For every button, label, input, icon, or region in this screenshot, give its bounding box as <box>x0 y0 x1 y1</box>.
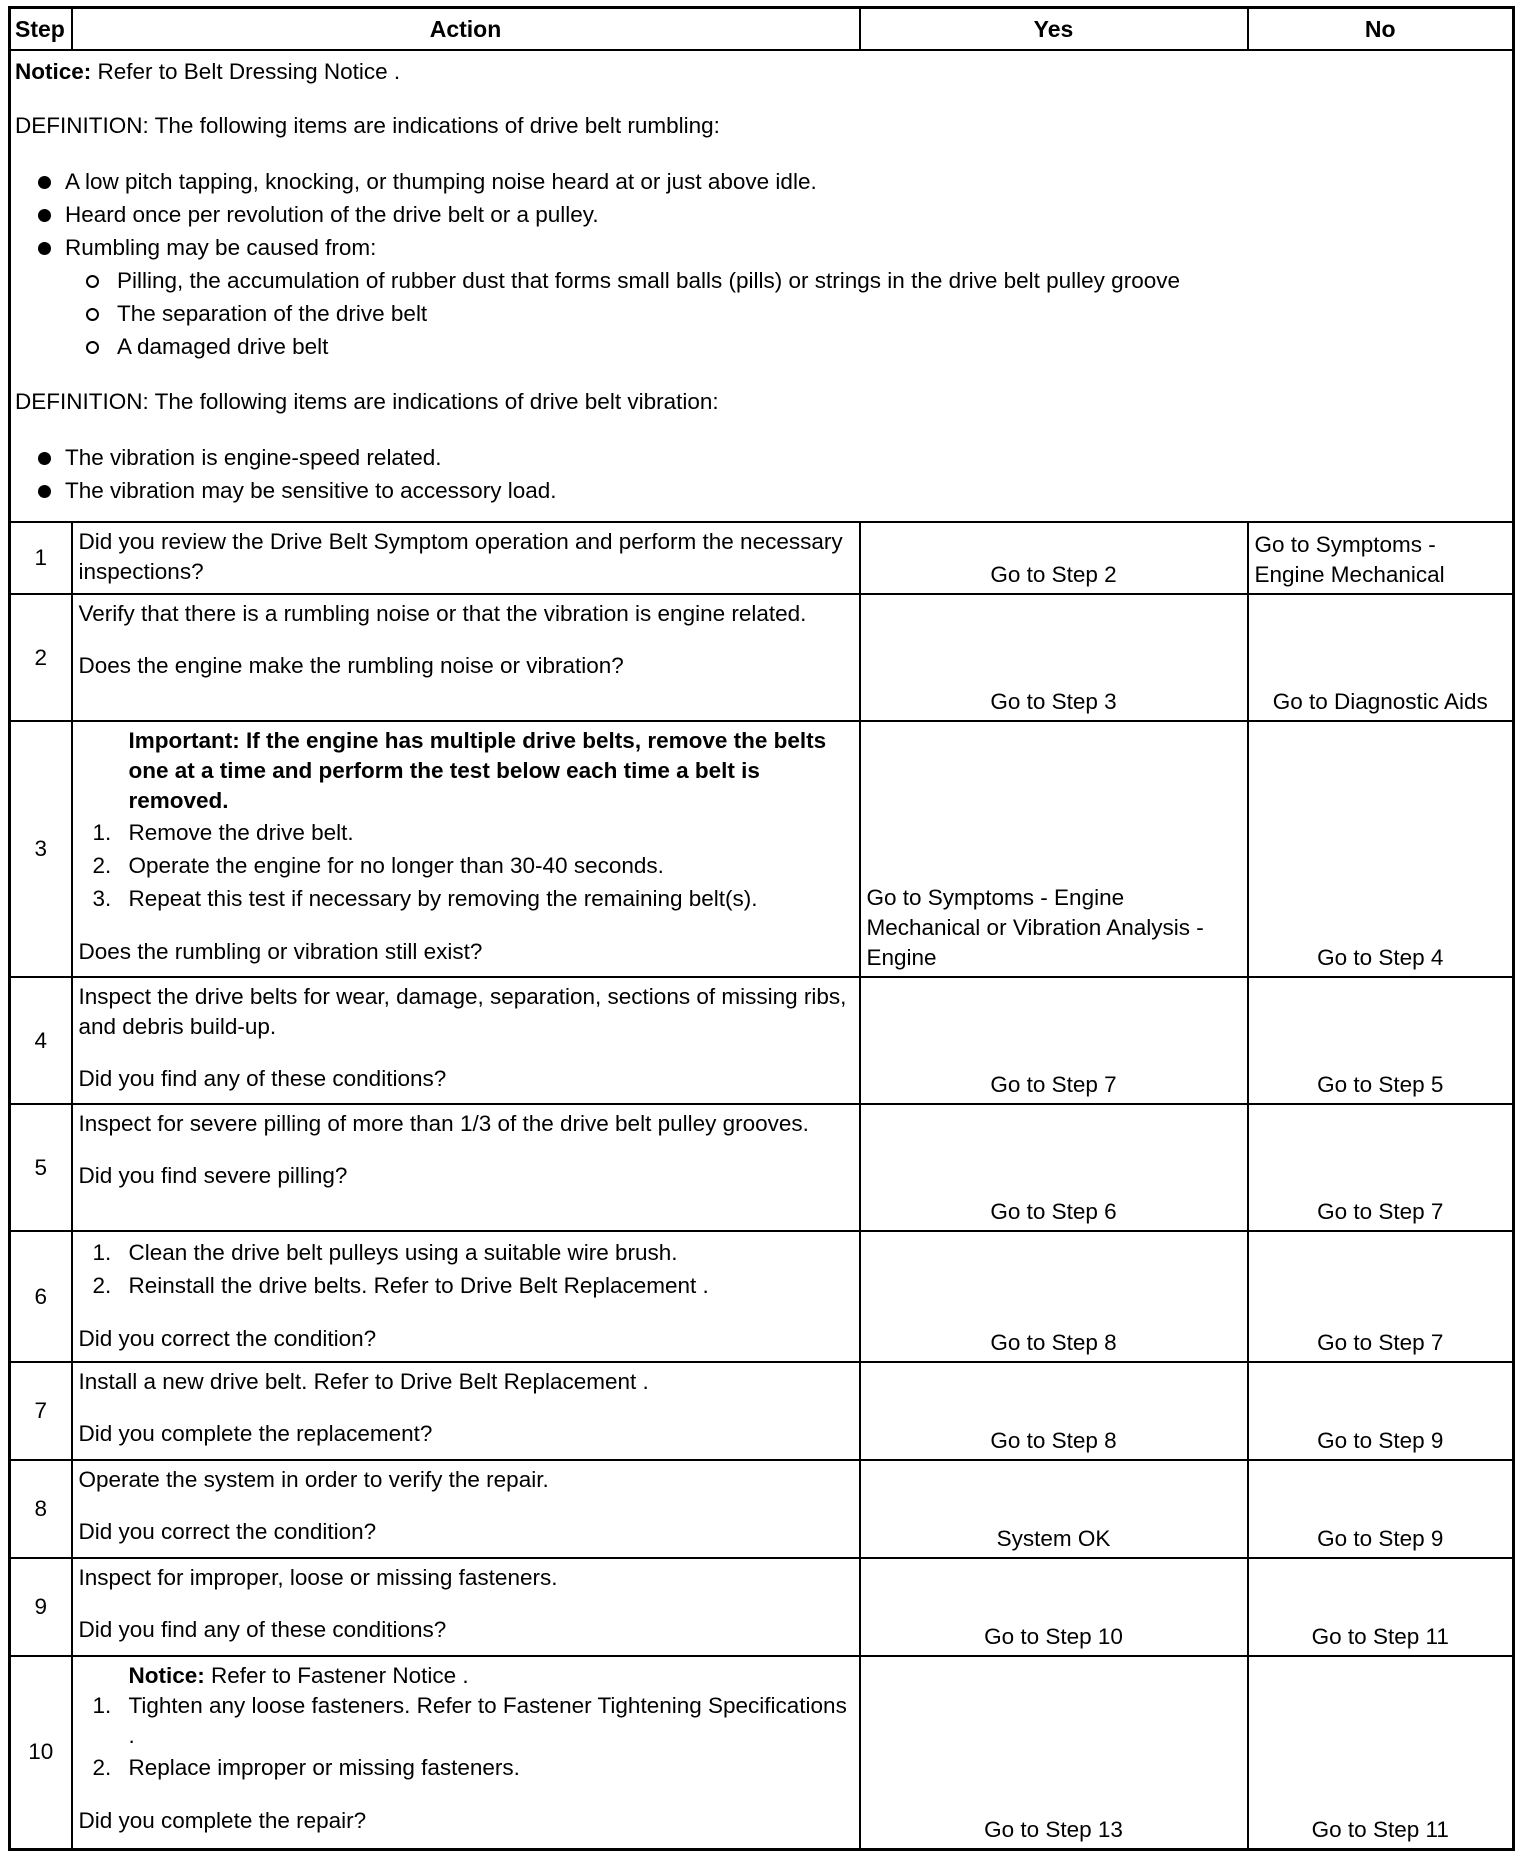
action-text: Inspect for severe pilling of more than 1/3 of the drive belt pulley grooves. <box>78 1111 809 1136</box>
action-text: Inspect for improper, loose or missing fasteners. <box>78 1565 558 1590</box>
step-action <box>72 1656 860 1849</box>
action-text: Verify that there is a rumbling noise or that the vibration is engine related. <box>78 601 807 626</box>
step-action <box>72 1558 860 1656</box>
no-result: Go to Step 4 <box>1248 721 1514 977</box>
step-number: 9 <box>10 1558 72 1656</box>
header-row <box>10 8 1514 51</box>
question-text: Did you find severe pilling? <box>78 1163 348 1188</box>
rumbling-list <box>15 165 1506 363</box>
table-row <box>10 721 1514 977</box>
list-item: 2. Operate the engine for no longer than 30-40 seconds. <box>92 853 664 878</box>
list-item-label: Rumbling may be caused from: <box>65 235 377 260</box>
yes-result: Go to Step 6 <box>860 1104 1248 1231</box>
important-note: Important: If the engine has multiple drive belts, remove the belts one at a time and perform the test below each time a belt is removed. <box>128 728 827 813</box>
list-item: 1. Clean the drive belt pulleys using a suitable wire brush. <box>92 1240 678 1265</box>
diagnostic-page <box>8 6 1512 1851</box>
step-number: 1 <box>10 522 72 594</box>
list-item: 3. Repeat this test if necessary by removing the remaining belt(s). <box>92 886 758 911</box>
fastener-notice <box>79 1661 853 1691</box>
no-result: Go to Step 7 <box>1248 1104 1514 1231</box>
list-item: Pilling, the accumulation of rubber dust that forms small balls (pills) or strings in the drive belt pulley groove <box>85 264 1506 297</box>
list-item: Heard once per revolution of the drive belt or a pulley. <box>37 198 1506 231</box>
question-text: Did you find any of these conditions? <box>78 1617 447 1642</box>
no-result: Go to Diagnostic Aids <box>1248 594 1514 721</box>
table-row <box>10 1656 1514 1849</box>
yes-result: Go to Step 3 <box>860 594 1248 721</box>
step-number: 6 <box>10 1231 72 1362</box>
step-action <box>72 977 860 1104</box>
no-result: Go to Step 5 <box>1248 977 1514 1104</box>
vibration-list <box>15 441 1506 507</box>
notice-label: Notice: <box>15 59 92 84</box>
no-result: Go to Symptoms - Engine Mechanical <box>1248 522 1514 594</box>
list-item <box>37 231 1506 363</box>
question-text: Did you correct the condition? <box>78 1519 377 1544</box>
diagnostic-table <box>8 6 1515 1851</box>
table-row <box>10 1362 1514 1460</box>
table-row <box>10 1460 1514 1558</box>
list-item: The vibration may be sensitive to accessory load. <box>37 474 1506 507</box>
notice-label: Notice: <box>128 1663 205 1688</box>
step-number: 3 <box>10 721 72 977</box>
step-number: 7 <box>10 1362 72 1460</box>
notice-text: Refer to Fastener Notice . <box>204 1663 469 1688</box>
step-action <box>72 721 860 977</box>
step-action <box>72 1104 860 1231</box>
no-result: Go to Step 9 <box>1248 1460 1514 1558</box>
step-action <box>72 1231 860 1362</box>
list-item: The vibration is engine-speed related. <box>37 441 1506 474</box>
definition-rumbling: DEFINITION: The following items are indications of drive belt rumbling: <box>15 113 720 138</box>
yes-result: Go to Step 13 <box>860 1656 1248 1849</box>
table-row <box>10 522 1514 594</box>
belt-dressing-notice <box>15 57 1506 87</box>
table-row <box>10 977 1514 1104</box>
list-item: 2. Replace improper or missing fasteners. <box>92 1755 520 1780</box>
yes-result: Go to Step 7 <box>860 977 1248 1104</box>
no-result: Go to Step 11 <box>1248 1656 1514 1849</box>
definition-vibration: DEFINITION: The following items are indications of drive belt vibration: <box>15 389 719 414</box>
step-number: 5 <box>10 1104 72 1231</box>
list-item: A damaged drive belt <box>85 330 1506 363</box>
yes-result: Go to Step 8 <box>860 1362 1248 1460</box>
question-text: Does the rumbling or vibration still exist? <box>78 939 483 964</box>
step-action <box>72 1362 860 1460</box>
step-number: 4 <box>10 977 72 1104</box>
step-action <box>72 1460 860 1558</box>
rumbling-causes-list <box>65 264 1506 363</box>
procedure-list <box>79 1691 853 1784</box>
header-no: No <box>1248 8 1514 51</box>
question-text: Did you complete the repair? <box>78 1808 367 1833</box>
table-row <box>10 1104 1514 1231</box>
step-number: 8 <box>10 1460 72 1558</box>
yes-result: System OK <box>860 1460 1248 1558</box>
yes-result: Go to Step 8 <box>860 1231 1248 1362</box>
question-text: Did you correct the condition? <box>78 1326 377 1351</box>
yes-result: Go to Step 10 <box>860 1558 1248 1656</box>
action-text: Install a new drive belt. Refer to Drive Belt Replacement . <box>78 1369 649 1394</box>
intro-row <box>10 50 1514 522</box>
step-number: 10 <box>10 1656 72 1849</box>
table-row <box>10 594 1514 721</box>
notice-text: Refer to Belt Dressing Notice . <box>91 59 401 84</box>
no-result: Go to Step 9 <box>1248 1362 1514 1460</box>
step-number: 2 <box>10 594 72 721</box>
action-text: Inspect the drive belts for wear, damage, separation, sections of missing ribs, and debris build-up. <box>78 984 847 1039</box>
question-text: Does the engine make the rumbling noise or vibration? <box>78 653 624 678</box>
list-item: The separation of the drive belt <box>85 297 1506 330</box>
action-text: Operate the system in order to verify the repair. <box>78 1467 549 1492</box>
header-step: Step <box>10 8 72 51</box>
list-item: 1. Remove the drive belt. <box>92 820 354 845</box>
list-item: 1. Tighten any loose fasteners. Refer to Fastener Tightening Specifications . <box>92 1693 847 1748</box>
question-text: Did you find any of these conditions? <box>78 1066 447 1091</box>
table-row <box>10 1558 1514 1656</box>
step-action <box>72 522 860 594</box>
yes-result: Go to Step 2 <box>860 522 1248 594</box>
intro-cell <box>10 50 1514 522</box>
header-yes: Yes <box>860 8 1248 51</box>
step-action <box>72 594 860 721</box>
table-row <box>10 1231 1514 1362</box>
list-item: 2. Reinstall the drive belts. Refer to Drive Belt Replacement . <box>92 1273 709 1298</box>
header-action: Action <box>72 8 860 51</box>
question-text: Did you complete the replacement? <box>78 1421 433 1446</box>
yes-result: Go to Symptoms - Engine Mechanical or Vibration Analysis - Engine <box>860 721 1248 977</box>
no-result: Go to Step 7 <box>1248 1231 1514 1362</box>
no-result: Go to Step 11 <box>1248 1558 1514 1656</box>
procedure-list <box>79 816 853 915</box>
list-item: A low pitch tapping, knocking, or thumping noise heard at or just above idle. <box>37 165 1506 198</box>
action-text: Did you review the Drive Belt Symptom operation and perform the necessary inspections? <box>78 529 843 584</box>
procedure-list <box>79 1236 853 1302</box>
